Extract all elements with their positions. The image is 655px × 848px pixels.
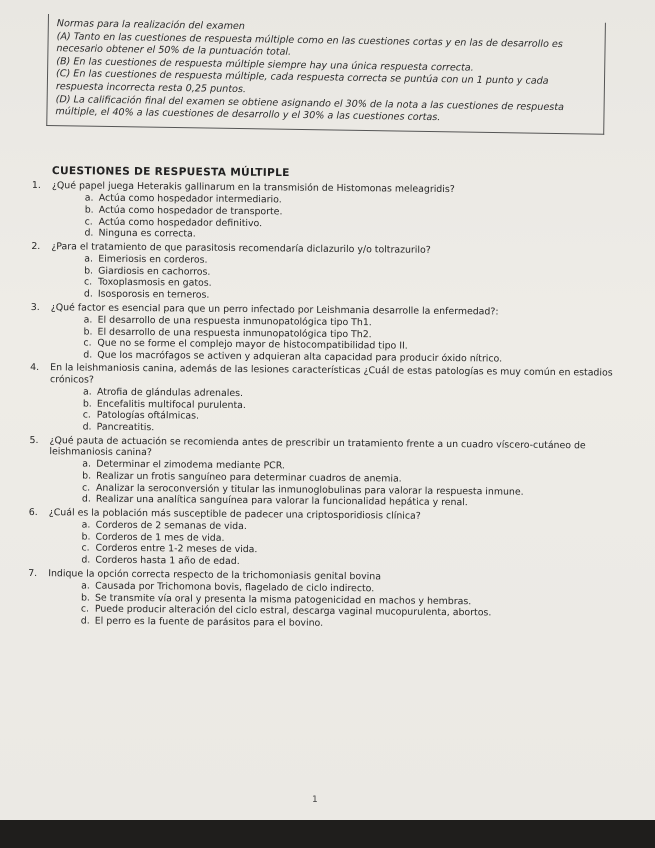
option-text: Determinar el zimodema mediante PCR. bbox=[96, 458, 285, 472]
option-list bbox=[30, 386, 615, 438]
rule-a: (A) Tanto en las cuestiones de respuesta múltiple como en las cuestiones cortas y en las de desarrollo es necesario obtener el 50% de la puntuación total. bbox=[56, 30, 563, 59]
option-text: Puede producir alteración del ciclo estral, descarga vaginal mucopurulenta, abortos. bbox=[94, 603, 492, 619]
option-letter: d. bbox=[83, 349, 93, 361]
question-1 bbox=[31, 180, 617, 244]
option-text: Actúa como hospedador definitivo. bbox=[98, 216, 263, 229]
option-letter: d. bbox=[81, 493, 91, 505]
option-letter: a. bbox=[83, 314, 93, 326]
option-text: El perro es la fuente de parásitos para el bovino. bbox=[94, 615, 324, 629]
option-letter: a. bbox=[84, 192, 94, 204]
option-letter: c. bbox=[81, 482, 91, 494]
question-number: 1. bbox=[31, 180, 41, 192]
question-text: Indique la opción correcta respecto de la trichomoniasis genital bovina bbox=[48, 567, 382, 582]
option-text: Eimeriosis en corderos. bbox=[98, 253, 208, 266]
option-text: Actúa como hospedador de transporte. bbox=[98, 204, 283, 218]
option-letter: c. bbox=[80, 603, 90, 615]
option-text: Giardiosis en cachorros. bbox=[98, 265, 211, 278]
question-text: ¿Para el tratamiento de que parasitosis recomendaría diclazurilo y/o toltrazurilo? bbox=[51, 240, 431, 256]
question-number: 2. bbox=[31, 240, 41, 252]
option-text: Pancreatitis. bbox=[96, 421, 155, 434]
question-7 bbox=[28, 567, 614, 631]
rule-c: (C) En las cuestiones de respuesta múltiple, cada respuesta correcta se puntúa con un 1 punto y cada respuesta incorrecta resta 0,25 puntos. bbox=[55, 68, 549, 96]
question-text: ¿Cuál es la población más susceptible de padecer una criptosporidiosis clínica? bbox=[48, 506, 421, 522]
option-list bbox=[30, 314, 615, 366]
option-letter: d. bbox=[81, 554, 91, 566]
option-list bbox=[28, 580, 613, 632]
option-letter: b. bbox=[80, 591, 90, 604]
option-letter: d. bbox=[82, 421, 92, 433]
option-list bbox=[31, 253, 616, 305]
option-letter: b. bbox=[83, 326, 93, 338]
option-letter: c. bbox=[81, 542, 90, 554]
question-text: ¿Qué pauta de actuación se recomienda antes de prescribir un tratamiento frente a un cuadro víscero-cutáneo de leishmaniosis canina? bbox=[49, 434, 586, 459]
option-text: Ninguna es correcta. bbox=[98, 227, 196, 240]
option-text: Corderos de 2 semanas de vida. bbox=[95, 519, 247, 533]
rules-title: Normas para la realización del examen bbox=[56, 18, 246, 33]
option-letter: a. bbox=[82, 386, 92, 398]
question-5 bbox=[29, 435, 615, 511]
exam-rules-box bbox=[46, 14, 606, 135]
background-surface bbox=[0, 820, 655, 848]
question-4 bbox=[30, 362, 616, 438]
option-list bbox=[31, 192, 616, 244]
question-text: En la leishmaniosis canina, además de las lesiones características ¿Cuál de estas patologías es muy común en estadios crónicos? bbox=[50, 362, 613, 386]
question-number: 7. bbox=[28, 567, 38, 579]
option-text: Actúa como hospedador intermediario. bbox=[98, 193, 282, 206]
option-list bbox=[28, 519, 613, 571]
option-list bbox=[29, 458, 614, 510]
question-number: 5. bbox=[29, 434, 39, 446]
option-letter: c. bbox=[83, 337, 92, 349]
option-text: Patologías oftálmicas. bbox=[96, 409, 200, 422]
option-letter: c. bbox=[82, 409, 91, 421]
option-text: Analizar la seroconversión y titular las inmunoglobulinas para valorar la respuesta inmune. bbox=[95, 482, 524, 498]
option-text: Toxoplasmosis en gatos. bbox=[97, 277, 212, 290]
option-text: Realizar una analítica sanguínea para valorar la funcionalidad hepática y renal. bbox=[95, 493, 468, 509]
question-text: ¿Qué factor es esencial para que un perro infectado por Leishmania desarrolle la enfermedad?: bbox=[50, 301, 499, 318]
section-title: CUESTIONES DE RESPUESTA MÚLTIPLE bbox=[51, 165, 290, 180]
option-text: Que no se forme el complejo mayor de histocompatibilidad tipo II. bbox=[97, 337, 408, 352]
rule-b: (B) En las cuestiones de respuesta múltiple siempre hay una única respuesta correcta. bbox=[56, 55, 474, 74]
option-text: Corderos hasta 1 año de edad. bbox=[95, 554, 240, 567]
option-letter: b. bbox=[84, 265, 94, 277]
option-letter: a. bbox=[84, 253, 94, 265]
option-text: Que los macrófagos se activen y adquieran alta capacidad para producir óxido nítrico. bbox=[97, 349, 503, 365]
page-number: 1 bbox=[312, 795, 318, 805]
option-letter: d. bbox=[80, 615, 90, 627]
option-text: Se transmite vía oral y presenta la misma patogenicidad en machos y hembras. bbox=[94, 592, 472, 607]
option-text: Corderos de 1 mes de vida. bbox=[95, 531, 225, 544]
option-text: El desarrollo de una respuesta inmunopatológica tipo Th1. bbox=[97, 314, 372, 329]
option-letter: a. bbox=[82, 458, 92, 470]
question-list bbox=[28, 180, 617, 634]
option-letter: a. bbox=[81, 580, 90, 592]
option-text: Causada por Trichomona bovis, flagelado de ciclo indirecto. bbox=[95, 580, 375, 595]
option-letter: b. bbox=[82, 470, 92, 482]
question-number: 4. bbox=[30, 362, 40, 374]
option-letter: c. bbox=[84, 216, 93, 228]
question-number: 3. bbox=[30, 301, 40, 313]
question-3 bbox=[30, 302, 616, 366]
option-text: Atrofia de glándulas adrenales. bbox=[96, 386, 244, 400]
option-text: Isosporosis en terneros. bbox=[97, 288, 210, 301]
question-text: ¿Qué papel juega Heterakis gallinarum en la transmisión de Histomonas meleagridis? bbox=[51, 180, 455, 196]
option-letter: c. bbox=[83, 276, 93, 288]
option-letter: b. bbox=[81, 531, 91, 543]
option-text: Realizar un frotis sanguíneo para determinar cuadros de anemia. bbox=[96, 470, 402, 485]
rule-d: (D) La calificación final del examen se obtiene asignando el 30% de la nota a las cuestiones de respuesta múltiple, el 40% a las cuestiones de desarrollo y el 30% a las cuestiones cortas. bbox=[55, 93, 564, 124]
question-number: 6. bbox=[28, 506, 38, 518]
option-letter: b. bbox=[84, 204, 94, 216]
question-2 bbox=[31, 241, 617, 305]
option-letter: d. bbox=[84, 227, 94, 239]
question-6 bbox=[28, 507, 614, 571]
option-text: Corderos entre 1-2 meses de vida. bbox=[95, 542, 258, 556]
option-letter: a. bbox=[81, 519, 91, 531]
option-letter: b. bbox=[82, 398, 92, 410]
option-letter: d. bbox=[83, 288, 93, 300]
option-text: El desarrollo de una respuesta inmunopatológica tipo Th2. bbox=[97, 326, 372, 340]
option-text: Encefalitis multifocal purulenta. bbox=[96, 398, 246, 411]
